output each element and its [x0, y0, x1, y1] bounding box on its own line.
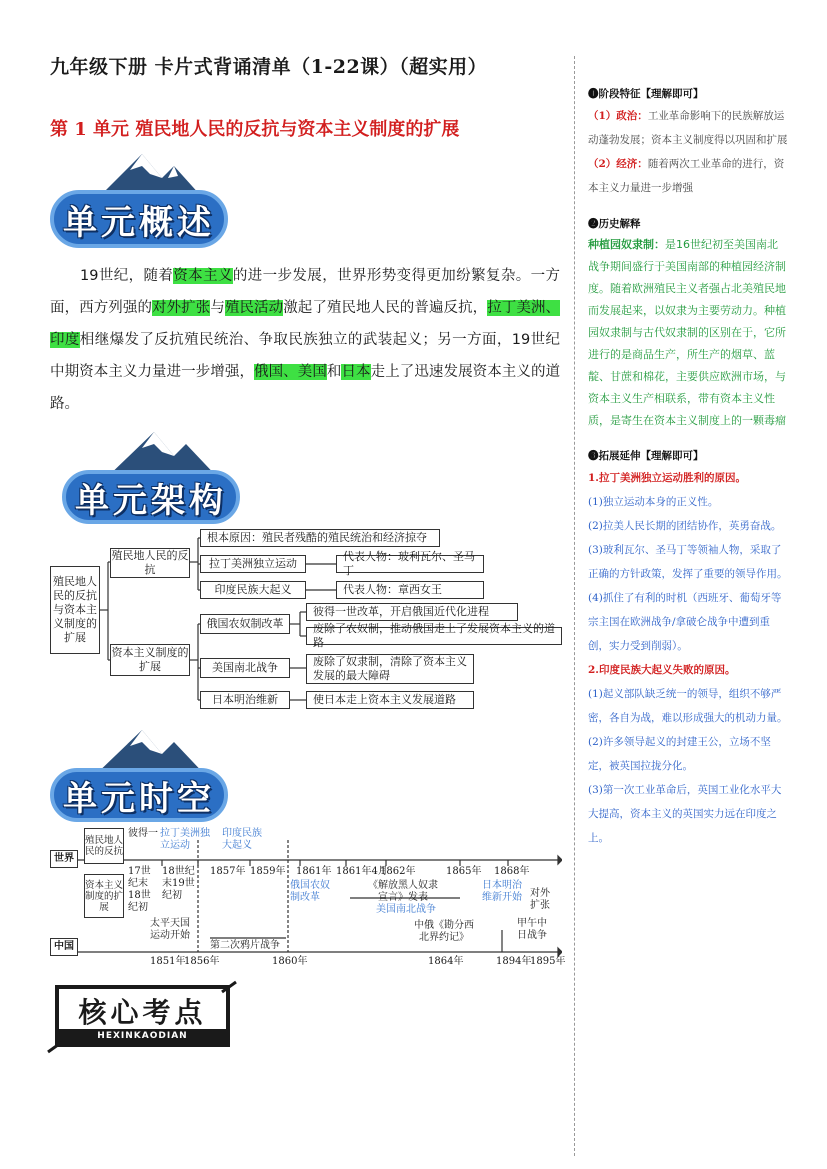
intro-text: 的进一步发展，世界形势变得更加纷繁复杂。一方面，西方列强的	[50, 268, 561, 316]
document-title: 九年级下册 卡片式背诵清单（1-22课）（超实用）	[50, 56, 488, 78]
latin-america-figures: 代表人物：玻利瓦尔、圣马丁	[336, 555, 484, 573]
economy-label: （2）经济：	[588, 158, 648, 170]
year-1859: 1859年	[250, 866, 286, 877]
structure-heading: 单元架构	[75, 480, 227, 521]
peter-reform-label: 彼得一	[128, 828, 158, 839]
core-points-heading: 核心考点	[78, 996, 207, 1029]
politics-label: （1）政治：	[588, 110, 648, 122]
economy-text: 随着两次工业革命的进行，资本主义力量进一步增强	[588, 158, 785, 194]
timeline-heading: 单元时空	[63, 778, 215, 819]
year-1851: 1851年	[150, 956, 186, 967]
branch-capitalism-expansion: 资本主义制度的扩展	[110, 644, 190, 676]
japan-result: 使日本走上资本主义发展道路	[306, 691, 474, 709]
year-1864: 1864年	[428, 956, 464, 967]
year-1894: 1894年	[496, 956, 532, 967]
year-1860: 1860年	[272, 956, 308, 967]
answer-1-4: (4)抓住了有利的时机（西班牙、葡萄牙等宗主国在欧洲战争/拿破仑战争中遭到重创，实力受到削弱）。	[588, 592, 782, 652]
civil-war-label: 美国南北战争	[376, 904, 436, 915]
india-uprising: 印度民族大起义	[200, 581, 306, 599]
question-2: 2.印度民族大起义失败的原因。	[588, 664, 736, 676]
japan-meiji: 日本明治维新	[200, 691, 290, 709]
highlight-term: 殖民活动	[224, 300, 284, 316]
year-1865: 1865年	[446, 866, 482, 877]
answer-1-2: (2)拉美人民长期的团结协作，英勇奋战。	[588, 520, 782, 532]
core-points-pinyin: HEXINKAODIAN	[59, 1029, 226, 1043]
overview-paragraph	[50, 260, 560, 420]
overview-heading: 单元概述	[63, 202, 215, 243]
plantation-slavery-note	[588, 234, 788, 432]
structure-root: 殖民地人民的反抗与资本主义制度的扩展	[50, 566, 100, 654]
answer-2-2: (2)许多领导起义的封建王公，立场不坚定，被英国拉拢分化。	[588, 736, 771, 772]
highlight-term: 资本主义	[173, 268, 233, 284]
answer-2-3: (3)第一次工业革命后，英国工业化水平大大提高，资本主义的英国实力远在印度之上。	[588, 784, 782, 844]
badge-corner-icon	[220, 980, 240, 994]
latin-america-independence: 拉丁美洲独立运动	[200, 555, 306, 573]
timeline-pill	[50, 768, 228, 822]
intro-text: 相继爆发了反抗殖民统治、争取民族独立的武装起义；另一方面，19世纪中期资本主义力量进一步增强，	[50, 332, 561, 380]
meiji-label: 日本明治维新开始	[482, 880, 522, 903]
stage-features-heading: ❶阶段特征【理解即可】	[588, 88, 704, 100]
answer-1-3: (3)玻利瓦尔、圣马丁等领袖人物，采取了正确的方针政策，发挥了重要的领导作用。	[588, 544, 788, 580]
year-1856: 1856年	[184, 956, 220, 967]
economy-note	[588, 152, 788, 200]
us-result: 废除了奴隶制，清除了资本主义发展的最大障碍	[306, 654, 474, 684]
intro-text: 激起了殖民地人民的普遍反抗，	[283, 300, 488, 316]
overview-banner	[50, 148, 228, 248]
intro-text: 和	[326, 364, 342, 380]
plantation-slavery-text: 是16世纪初至美国南北战争期间盛行于美国南部的种植园经济制度。随着欧洲殖民主义者强占北美殖民地而发展起来，以奴隶为主要劳动力。种植园奴隶制与古代奴隶制的区别在于，它所进行的是商品生产，所生产的烟草、蓝靛、甘蔗和棉花，主要供应欧洲市场，与资本主义生产相联系，带有资本主义性质，是寄生在资本主义制度上的一颗毒瘤	[588, 238, 786, 427]
year-1861: 1861年	[296, 866, 332, 877]
sino-russia-treaty-label: 中俄《勘分西北界约记》	[414, 920, 474, 943]
latin-independence-label: 拉丁美洲独立运动	[160, 828, 210, 851]
year-1861-april: 1861年4月	[336, 866, 388, 877]
india-uprising-label: 印度民族大起义	[222, 828, 262, 851]
intro-text: 19世纪，随着	[80, 268, 174, 284]
history-explanation-heading: ❷历史解释	[588, 218, 641, 230]
intro-text: 走上了迅速发展资本主义的道路。	[50, 364, 561, 412]
expansion-label: 对外扩张	[530, 888, 550, 911]
year-17c: 17世纪末18世纪初	[128, 866, 151, 913]
plantation-slavery-term: 种植园奴隶制：	[588, 238, 665, 251]
root-cause: 根本原因：殖民者残酷的殖民统治和经济掠夺	[200, 529, 440, 547]
taiping-label: 太平天国运动开始	[150, 918, 190, 941]
question-1: 1.拉丁美洲独立运动胜利的原因。	[588, 472, 746, 484]
structure-diagram	[50, 526, 570, 716]
core-points-badge	[55, 985, 230, 1047]
russia-reform-label: 俄国农奴制改革	[290, 880, 330, 903]
structure-pill	[62, 470, 240, 524]
russia-result-2: 废除了农奴制，推动俄国走上了发展资本主义的道路	[306, 627, 562, 645]
highlight-term: 俄国、美国	[254, 364, 327, 380]
badge-corner-icon	[46, 1040, 66, 1054]
year-1895: 1895年	[530, 956, 566, 967]
china-label: 中国	[50, 938, 78, 956]
answer-1-1: (1)独立运动本身的正义性。	[588, 496, 719, 508]
extension-heading: ❸拓展延伸【理解即可】	[588, 450, 704, 462]
highlight-term: 日本	[341, 364, 371, 380]
opium-war-2-label: 第二次鸦片战争	[210, 940, 280, 951]
russia-serf-reform: 俄国农奴制改革	[200, 614, 290, 634]
notes-column	[588, 84, 788, 850]
highlight-term: 对外扩张	[152, 300, 211, 316]
intro-text: 与	[210, 300, 225, 316]
timeline-banner	[50, 726, 228, 822]
emancipation-label: 《解放黑人奴隶宣言》发表	[368, 880, 438, 903]
column-divider	[574, 56, 575, 1156]
year-1857: 1857年	[210, 866, 246, 877]
politics-note	[588, 104, 788, 152]
us-civil-war: 美国南北战争	[200, 658, 290, 678]
sino-japan-war-label: 甲午中日战争	[517, 918, 547, 941]
unit-title: 第 1 单元 殖民地人民的反抗与资本主义制度的扩展	[50, 119, 460, 140]
highlight-term: 拉丁美洲、印度	[50, 300, 561, 348]
overview-pill	[50, 190, 228, 248]
year-18c: 18世纪末19世纪初	[162, 866, 195, 901]
structure-banner	[62, 428, 240, 524]
answer-2-1: (1)起义部队缺乏统一的领导，组织不够严密，各自为战，难以形成强大的机动力量。	[588, 688, 788, 724]
politics-text: 工业革命影响下的民族解放运动蓬勃发展；资本主义制度得以巩固和扩展	[588, 110, 788, 146]
year-1862: 1862年	[380, 866, 416, 877]
branch-colonial-resistance: 殖民地人民的反抗	[111, 549, 189, 576]
india-figures: 代表人物：章西女王	[336, 581, 484, 599]
row-capitalism-label: 资本主义制度的扩展	[84, 874, 124, 918]
timeline-diagram	[50, 826, 566, 974]
world-label: 世界	[50, 850, 78, 868]
russia-result-1: 彼得一世改革，开启俄国近代化进程	[306, 603, 518, 621]
year-1868: 1868年	[494, 866, 530, 877]
row-colonial-label: 殖民地人民的反抗	[84, 828, 124, 864]
